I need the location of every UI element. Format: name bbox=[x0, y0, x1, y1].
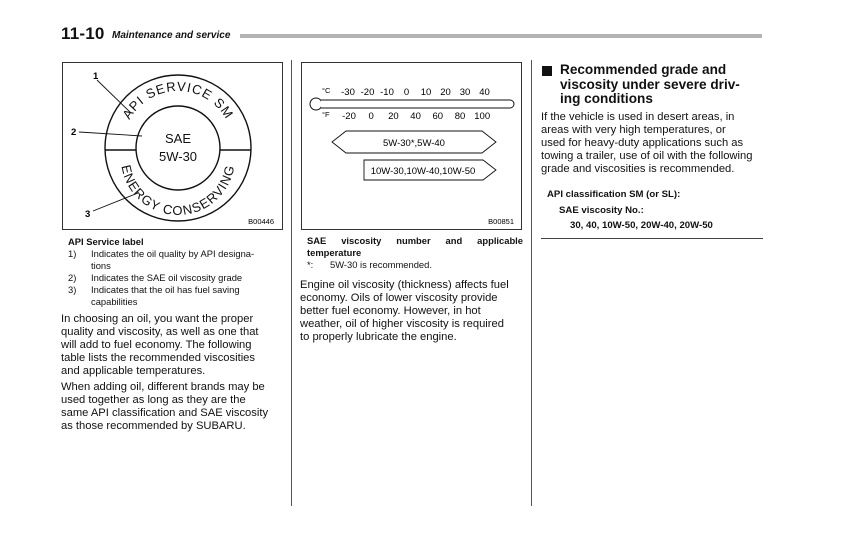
header-rule bbox=[240, 34, 762, 38]
column-divider-left bbox=[291, 60, 292, 506]
center-grade: 5W-30 bbox=[158, 149, 198, 164]
thermometer-bulb bbox=[310, 98, 322, 110]
caption-title: API Service label bbox=[68, 236, 144, 247]
thermometer-tube bbox=[321, 100, 514, 108]
band-1-label: 5W-30*,5W-40 bbox=[383, 138, 445, 149]
sae-viscosity-label: SAE viscosity No.: bbox=[559, 205, 644, 216]
severe-conditions-paragraph: If the vehicle is used in desert areas, in areas with very high temperatures, or used for heavy-duty applications such as towing a trailer, use of oil with the following grade and viscosities is recommended. bbox=[541, 111, 753, 176]
figure-code: B00851 bbox=[488, 217, 514, 226]
caption-item: tions bbox=[91, 260, 111, 271]
viscosity-economy-paragraph: Engine oil viscosity (thickness) affects fuel economy. Oils of lower viscosity provide better fuel economy. However, in hot weather, oil of higher viscosity is required to properly lubricate the engine. bbox=[300, 279, 509, 344]
fahrenheit-tick-label: 0 bbox=[368, 111, 374, 122]
callout-1: 1 bbox=[93, 71, 99, 82]
figure-code: B00446 bbox=[248, 217, 274, 226]
api-service-label-figure bbox=[62, 62, 283, 230]
oil-choice-paragraph: In choosing an oil, you want the proper quality and viscosity, as well as one that will add to fuel economy. The following table lists the recommended viscosities and applicable temperatures. bbox=[61, 313, 259, 378]
caption-item: 2) Indicates the SAE oil viscosity grade bbox=[68, 272, 243, 283]
celsius-unit: °C bbox=[322, 86, 331, 95]
celsius-tick-label: -10 bbox=[380, 87, 394, 98]
viscosity-chart bbox=[302, 63, 523, 231]
fahrenheit-tick-label: 40 bbox=[410, 111, 421, 122]
fahrenheit-tick-label: 80 bbox=[454, 111, 466, 122]
center-sae: SAE bbox=[164, 131, 192, 146]
celsius-tick-label: 20 bbox=[440, 87, 451, 98]
fahrenheit-scale bbox=[342, 111, 490, 122]
recommended-viscosities: 30, 40, 10W-50, 20W-40, 20W-50 bbox=[570, 220, 713, 231]
fahrenheit-unit: °F bbox=[322, 110, 330, 119]
celsius-scale bbox=[341, 87, 490, 98]
band-2-label: 10W-30,10W-40,10W-50 bbox=[370, 166, 476, 177]
severe-conditions-heading: Recommended grade and viscosity under severe driv- ing conditions bbox=[542, 63, 767, 107]
celsius-tick-label: 0 bbox=[403, 87, 410, 98]
fahrenheit-tick-label: 60 bbox=[432, 111, 444, 122]
fahrenheit-tick-label: -20 bbox=[342, 111, 356, 122]
section-title: Maintenance and service bbox=[112, 30, 231, 41]
api-classification: API classification SM (or SL): bbox=[547, 189, 681, 200]
callout-2: 2 bbox=[71, 127, 77, 138]
caption-item: 1) Indicates the oil quality by API designa- bbox=[68, 248, 255, 259]
inner-ring bbox=[136, 106, 220, 190]
celsius-tick-label: -20 bbox=[360, 87, 375, 98]
celsius-tick-label: 40 bbox=[479, 87, 490, 98]
viscosity-temperature-figure bbox=[301, 62, 522, 230]
mixing-brands-paragraph: When adding oil, different brands may be used together as long as they are the same API classification and SAE viscosity as those recommended by SUBARU. bbox=[61, 381, 269, 433]
celsius-tick-label: -30 bbox=[341, 87, 355, 98]
fahrenheit-tick-label: 100 bbox=[474, 111, 491, 122]
api-label-caption bbox=[68, 236, 284, 308]
caption-item: 3) Indicates that the oil has fuel saving bbox=[68, 284, 240, 295]
callout-3: 3 bbox=[85, 209, 91, 220]
column-divider-right bbox=[531, 60, 532, 506]
caption-item: capabilities bbox=[91, 296, 138, 307]
outer-bottom-text: ENERGY CONSERVING bbox=[118, 163, 238, 218]
celsius-tick-label: 30 bbox=[459, 87, 471, 98]
outer-ring bbox=[105, 75, 251, 221]
square-bullet-icon bbox=[542, 66, 552, 76]
viscosity-caption: SAE viscosity number and applicable temperature *: 5W-30 is recommended. bbox=[307, 235, 523, 270]
page-number: 11-10 bbox=[61, 24, 105, 43]
celsius-tick-label: 10 bbox=[420, 87, 432, 98]
fahrenheit-tick-label: 20 bbox=[388, 111, 399, 122]
outer-top-text: API SERVICE SM bbox=[119, 78, 237, 122]
api-service-symbol bbox=[63, 63, 284, 231]
section-rule bbox=[541, 238, 763, 239]
